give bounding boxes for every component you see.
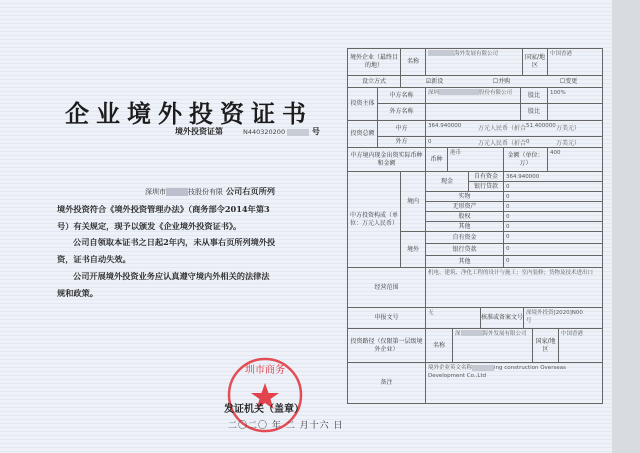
certificate-title: 企业境外投资证书 <box>65 99 313 128</box>
fo-amount: 0 <box>428 139 432 145</box>
cn-name-label: 中方名称 <box>377 87 426 104</box>
filing-value: 无 <box>425 307 481 329</box>
unit-rmb: 万元人民币（折合 <box>478 140 527 147</box>
name-label: 名称 <box>400 48 426 76</box>
cash-sub-label: 现金 <box>425 171 469 192</box>
cn-name-prefix: 深圳 <box>428 90 440 96</box>
approval-value <box>523 307 603 329</box>
setup-label: 设立方式 <box>347 75 401 88</box>
abroad-label: 境外 <box>400 231 426 268</box>
paragraph-2: 公司自领取本证书之日起2年内，未从事右页所列境外投资，证书自动失效。 <box>57 237 276 264</box>
page-edge <box>612 0 640 453</box>
company-city: 深圳市 <box>145 188 166 196</box>
intangible-label: 无形资产 <box>425 201 504 212</box>
equity-value: 0 <box>503 211 603 222</box>
cn-share-label: 股比 <box>520 87 548 104</box>
own-funds-label: 自有资金 <box>468 171 504 182</box>
filing-label: 申报文号 <box>347 307 426 329</box>
amount-label: 金额（单位：万） <box>503 147 548 172</box>
total-cn-label: 中方 <box>377 120 426 137</box>
cert-label: 境外投资证第 <box>175 126 223 136</box>
issuing-authority: 发证机关（盖章） <box>224 404 304 415</box>
approval-label: 核准或备案文号 <box>480 307 524 329</box>
other-label: 其他 <box>425 221 504 232</box>
redacted <box>439 89 479 95</box>
paragraph-1 <box>57 183 277 235</box>
redacted <box>461 330 483 336</box>
setup-new[interactable]: ☑新设 <box>425 77 444 85</box>
domestic-label: 境内 <box>400 171 426 232</box>
setup-change-label: 变更 <box>565 77 578 85</box>
abroad-own-funds-label: 自有资金 <box>425 231 504 244</box>
path-label: 投资路径（仅限第一层级境外企业） <box>347 328 426 363</box>
approval-suffix: 号 <box>526 318 532 324</box>
abroad-bank-loan-value: 0 <box>503 243 603 256</box>
goods-value: 0 <box>503 191 603 202</box>
approval-no: 深境外投资[2020]N00 <box>526 310 583 316</box>
bank-loan-value: 0 <box>503 181 603 192</box>
country-label: 国家/地区 <box>522 48 548 76</box>
fo-share-value <box>547 103 603 121</box>
currency-label: 币种 <box>425 147 448 172</box>
scope-value: 机电、建筑、净化工程的设计与施工；室内装修；货物及技术进出口 <box>425 267 603 308</box>
intangible-value: 0 <box>503 201 603 212</box>
remark-text: 境外企业英文名称 <box>428 365 473 371</box>
total-fo-label: 外方 <box>377 136 426 148</box>
unit-usd: 万美元） <box>556 140 581 147</box>
path-name-text: 海外发展有限公司 <box>482 331 527 337</box>
bank-loan-label: 银行贷款 <box>468 181 504 192</box>
cert-no: N440320200 <box>243 128 286 136</box>
cn-usd: 51.400000 <box>526 123 556 129</box>
name-text: 海外发展有限公司 <box>454 51 499 57</box>
total-cn-row <box>425 120 603 137</box>
scope-label: 经营范围 <box>347 267 426 308</box>
amount-value: 400 <box>547 147 603 172</box>
path-prefix: 深 <box>455 331 461 337</box>
cn-amount: 364.940000 <box>428 123 462 129</box>
cn-name-text: 股份有限公司 <box>479 90 513 96</box>
composition-label: 中方投资构成（单位：万元人民币） <box>347 171 401 268</box>
path-country-value: 中国香港 <box>558 328 603 363</box>
goods-label: 实物 <box>425 191 504 202</box>
total-label: 投资总额 <box>347 120 378 148</box>
abroad-bank-loan-label: 银行贷款 <box>425 243 504 256</box>
cn-name-value <box>425 87 521 104</box>
path-country-label: 国家/地区 <box>532 328 559 363</box>
cn-share-value: 100% <box>547 87 603 104</box>
redacted <box>166 188 188 196</box>
redacted <box>472 365 494 371</box>
abroad-own-funds-value: 0 <box>503 231 603 244</box>
cash-label: 中方境内现金出资实际币种和金额 <box>347 147 426 172</box>
currency-value: 港币 <box>447 147 504 172</box>
fo-name-value <box>425 103 521 121</box>
setup-new-label: 新设 <box>431 77 444 85</box>
paragraph-3: 公司开展境外投资业务应认真遵守境内外相关的法律法规和政策。 <box>57 271 270 298</box>
setup-merge[interactable]: ☐并购 <box>492 77 511 85</box>
company-name: 技股份有限 <box>188 188 223 196</box>
equity-label: 股权 <box>425 211 504 222</box>
cert-suffix: 号 <box>311 126 320 136</box>
investor-label: 投资主体 <box>347 87 378 121</box>
unit-rmb: 万元人民币（折合 <box>478 125 527 132</box>
path-name-value <box>452 328 533 363</box>
fo-usd: 0 <box>526 139 530 145</box>
abroad-other-value: 0 <box>503 255 603 268</box>
setup-merge-label: 并购 <box>498 77 511 85</box>
own-funds-value: 364.940000 <box>503 171 603 182</box>
abroad-other-label: 其他 <box>425 255 504 268</box>
name-value <box>425 48 523 76</box>
unit-usd: 万美元） <box>556 125 581 132</box>
fo-share-label: 股比 <box>520 103 548 121</box>
redacted <box>287 129 309 136</box>
certificate-number <box>175 126 320 137</box>
p1-text: 公司右页所列境外投资符合《境外投资管理办法》（商务部令2014年第3号）有关规定，现予以颁发《企业境外投资证书》。 <box>57 186 275 231</box>
remark-label: 备注 <box>347 362 426 404</box>
remark-en: ing construction Overseas Development Co.,Ltd <box>428 365 566 379</box>
other-value: 0 <box>503 221 603 232</box>
path-name-label: 名称 <box>425 328 453 363</box>
fo-name-label: 外方名称 <box>377 103 426 121</box>
remark-value <box>425 362 603 404</box>
redacted <box>428 50 454 56</box>
issue-date: 二〇二〇 年 二 月十六 日 <box>228 421 344 431</box>
overseas-label: 境外企业（最终目的地） <box>347 48 401 76</box>
svg-text:圳市商务: 圳市商务 <box>245 365 285 376</box>
setup-change[interactable]: ☐变更 <box>559 77 578 85</box>
country-value: 中国香港 <box>547 48 603 76</box>
